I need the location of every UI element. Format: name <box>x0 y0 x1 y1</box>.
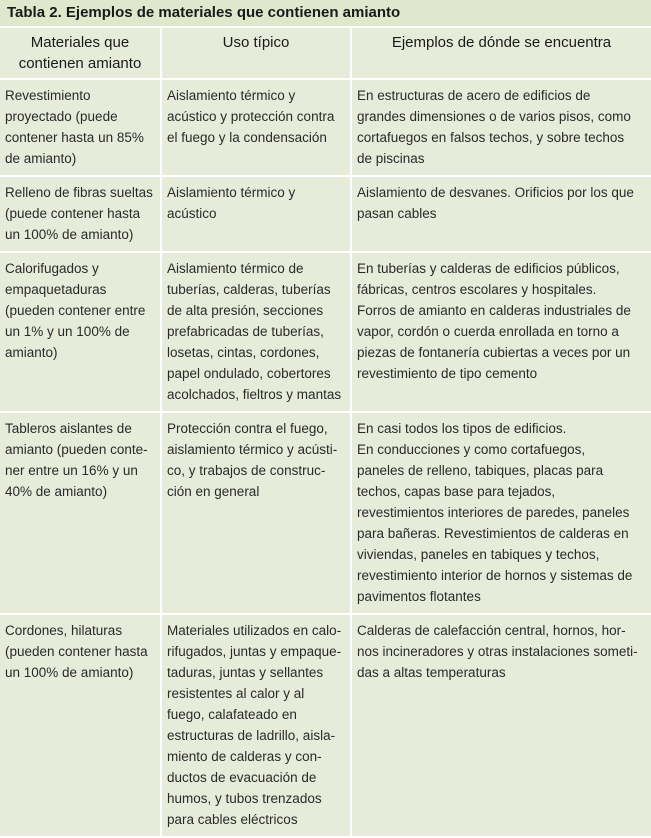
table-row <box>0 176 651 252</box>
cell-material: Cordones, hilaturas (pueden contener hasta un 100% de amianto) <box>0 614 161 837</box>
cell-examples: Aislamiento de desvanes. Orificios por los que pasan cables <box>351 176 651 252</box>
table-row <box>0 614 651 837</box>
header-typical-use: Uso típico <box>161 28 351 79</box>
cell-examples: En tuberías y calderas de edificios públicos, fábricas, centros escolares y hospitales. Forros de amianto en calderas industriales de vapor, cordón o cuerda enrollada en torno a piezas de fontanería cubiertas a veces por un revestimiento de tipo cemento <box>351 252 651 412</box>
table-title: Tabla 2. Ejemplos de materiales que contienen amianto <box>0 0 651 28</box>
header-examples: Ejemplos de dónde se encuentra <box>351 28 651 79</box>
table-row <box>0 252 651 412</box>
cell-material: Tableros aislantes de amianto (pueden conte- ner entre un 16% y un 40% de amianto) <box>0 412 161 614</box>
asbestos-materials-table <box>0 28 651 838</box>
table-header-row <box>0 28 651 79</box>
cell-material: Relleno de fibras sueltas (puede contener hasta un 100% de amianto) <box>0 176 161 252</box>
cell-examples: En casi todos los tipos de edificios. En conducciones y como cortafuegos, paneles de relleno, tabiques, placas para techos, capas base para tejados, revestimientos interiores de paredes, paneles para bañeras. Revestimientos de calderas en viviendas, paneles en tabiques y techos, revestimiento interior de hornos y sistemas de pavimentos flotantes <box>351 412 651 614</box>
cell-use: Aislamiento térmico de tuberías, calderas, tuberías de alta presión, secciones prefabricadas de tuberías, losetas, cintas, cordones, papel ondulado, cobertores acolchados, fieltros y mantas <box>161 252 351 412</box>
cell-use: Materiales utilizados en calo- rifugados, juntas y empaque- taduras, juntas y sellantes resistentes al calor y al fuego, calafateado en estructuras de ladrillo, aisla- miento de calderas y con- ductos de evacuación de humos, y tubos trenzados para cables eléctricos <box>161 614 351 837</box>
cell-use: Aislamiento térmico y acústico y protección contra el fuego y la condensación <box>161 79 351 176</box>
table-row <box>0 412 651 614</box>
cell-material: Revestimiento proyectado (puede contener hasta un 85% de amianto) <box>0 79 161 176</box>
cell-material: Calorifugados y empaquetaduras (pueden contener entre un 1% y un 100% de amianto) <box>0 252 161 412</box>
cell-use: Protección contra el fuego, aislamiento térmico y acústi- co, y trabajos de construc- ción en general <box>161 412 351 614</box>
table-row <box>0 79 651 176</box>
cell-use: Aislamiento térmico y acústico <box>161 176 351 252</box>
header-materials: Materiales que contienen amianto <box>0 28 161 79</box>
cell-examples: Calderas de calefacción central, hornos, hor- nos incineradores y otras instalaciones someti- das a altas temperaturas <box>351 614 651 837</box>
cell-examples: En estructuras de acero de edificios de grandes dimensiones o de varios pisos, como cortafuegos en falsos techos, y sobre techos de piscinas <box>351 79 651 176</box>
